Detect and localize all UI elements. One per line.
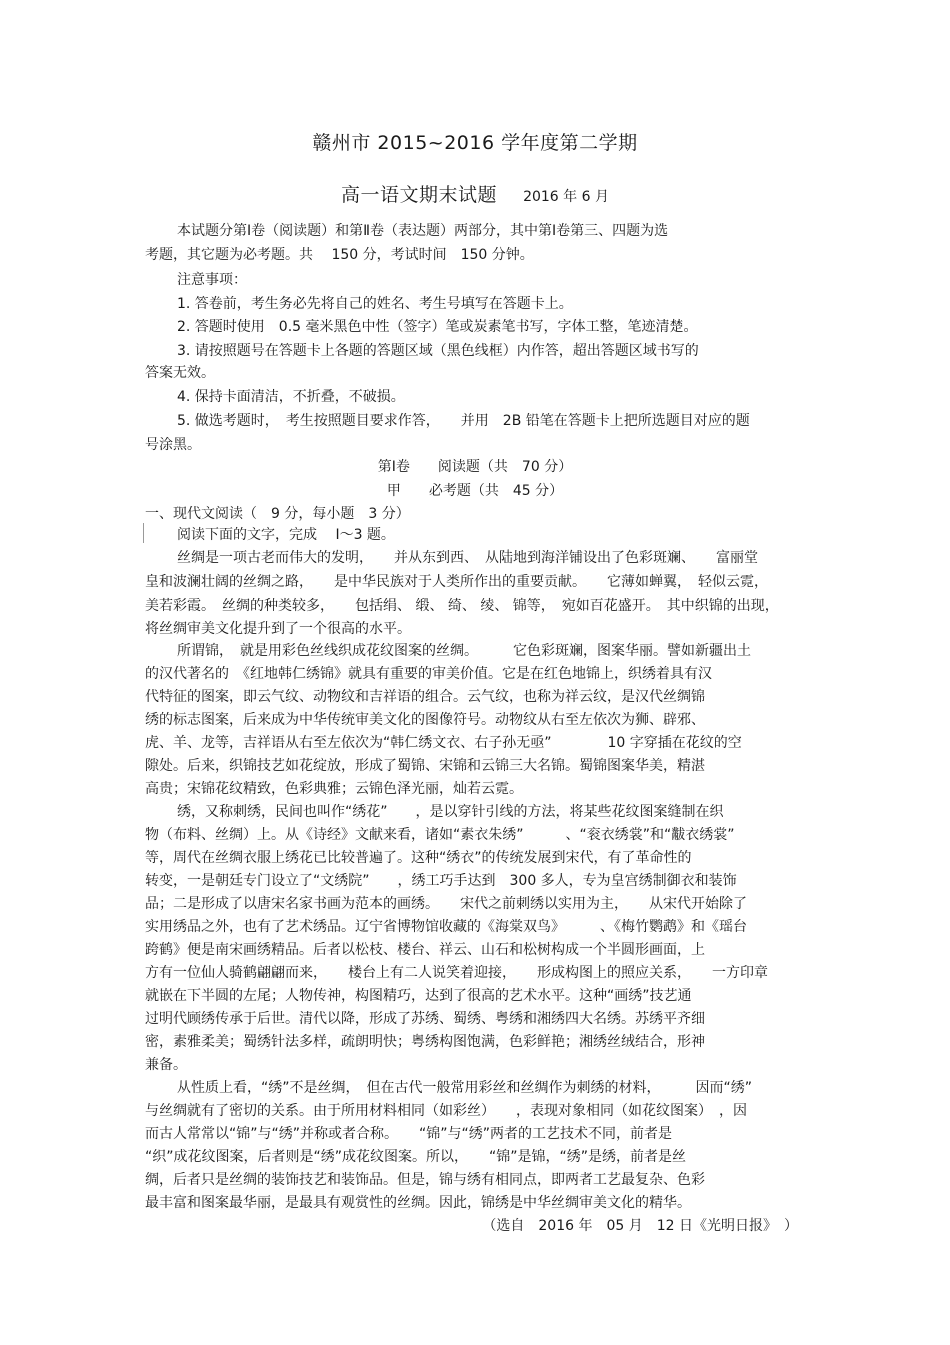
- text-line: 跨鹤》便是南宋画绣精品。后者以松枝、楼台、祥云、山石和松树构成一个半圆形画面，上: [145, 942, 705, 958]
- text-line: 隙处。后来，织锦技艺如花绽放，形成了蜀锦、宋锦和云锦三大名锦。蜀锦图案华美，精湛: [145, 758, 705, 774]
- text-line: 5. 做选考题时， 考生按照题目要求作答， 并用 2B 铅笔在答题卡上把所选题目对应的题: [177, 413, 750, 429]
- text-line: 2. 答题时使用 0.5 毫米黑色中性（签字）笔或炭素笔书写，字体工整，笔迹清楚。: [177, 319, 698, 335]
- source-citation: （选自 2016 年 05 月 12 日《光明日报》 ）: [482, 1218, 798, 1234]
- text-line: 阅读下面的文字，完成 Ⅰ～3 题。: [177, 527, 395, 543]
- text-line: 方有一位仙人骑鹤翩翩而来， 楼台上有二人说笑着迎接， 形成构图上的照应关系， 一方印章: [145, 965, 768, 981]
- text-line: 将丝绸审美文化提升到了一个很高的水平。: [145, 621, 411, 637]
- text-line: 本试题分第Ⅰ卷（阅读题）和第Ⅱ卷（表达题）两部分，其中第Ⅰ卷第三、四题为选: [177, 223, 669, 239]
- text-line: 4. 保持卡面清洁，不折叠，不破损。: [177, 389, 405, 405]
- text-line: 绣，又称刺绣，民间也叫作“绣花” ，是以穿针引线的方法，将某些花纹图案缝制在织: [177, 804, 724, 820]
- question-heading: 一、现代文阅读（ 9 分，每小题 3 分）: [145, 506, 410, 522]
- margin-bar: [143, 523, 144, 543]
- exam-subtitle-row: [0, 180, 950, 207]
- exam-title: 赣州市 2015~2016 学年度第二学期: [312, 132, 638, 154]
- text-line: “织”成花纹图案，后者则是“绣”成花纹图案。所以， “锦”是锦，“绣”是绣，前者是丝: [145, 1149, 687, 1165]
- text-line: 而古人常常以“锦”与“绣”并称或者合称。 “锦”与“绣”两者的工艺技术不同，前者是: [145, 1126, 673, 1142]
- text-line: 最丰富和图案最华丽，是最具有观赏性的丝绸。因此，锦绣是中华丝绸审美文化的精华。: [145, 1195, 691, 1211]
- text-line: 皇和波澜壮阔的丝绸之路， 是中华民族对于人类所作出的重要贡献。 它薄如蝉翼， 轻似云霓，: [145, 574, 768, 590]
- text-line: 考题，其它题为必考题。共 150 分，考试时间 150 分钟。: [145, 247, 534, 263]
- text-line: 从性质上看，“绣”不是丝绸， 但在古代一般常用彩丝和丝绸作为刺绣的材料， 因而“绣”: [177, 1080, 753, 1096]
- text-line: 3. 请按照题号在答题卡上各题的答题区域（黑色线框）内作答，超出答题区域书写的: [177, 343, 699, 359]
- text-line: 答案无效。: [145, 365, 215, 381]
- text-line: 高贵；宋锦花纹精致，色彩典雅；云锦色泽光丽，灿若云霓。: [145, 781, 523, 797]
- text-line: 丝绸是一项古老而伟大的发明， 并从东到西、 从陆地到海洋铺设出了色彩斑斓、 富丽堂: [177, 550, 758, 566]
- text-line: 转变，一是朝廷专门设立了“文绣院” ，绣工巧手达到 300 多人，专为皇宫绣制御衣和装饰: [145, 873, 737, 889]
- text-line: 绸，后者只是丝绸的装饰技艺和装饰品。但是，锦与绣有相同点，即两者工艺最复杂、色彩: [145, 1172, 705, 1188]
- text-line: 就嵌在下半圆的左尾；人物传神，构图精巧，达到了很高的艺术水平。这种“画绣”技艺通: [145, 988, 692, 1004]
- text-line: 实用绣品之外，也有了艺术绣品。辽宁省博物馆收藏的《海棠双鸟》 、《梅竹鹦鹉》和《瑶台: [145, 919, 747, 935]
- exam-subtitle: 高一语文期末试题: [341, 184, 498, 206]
- text-line: 代特征的图案，即云气纹、动物纹和吉祥语的组合。云气纹，也称为祥云纹，是汉代丝绸锦: [145, 689, 705, 705]
- text-line: 美若彩霞。 丝绸的种类较多， 包括绢、 缎、 绮、 绫、 锦等， 宛如百花盛开。 其中织锦的出现，: [145, 598, 779, 614]
- text-line: 虎、羊、龙等，吉祥语从右至左依次为“韩仁绣文衣、右子孙无亟” 10 字穿插在花纹的空: [145, 735, 742, 751]
- section-subheading: 甲 必考题（共 45 分）: [386, 483, 564, 499]
- text-line: 注意事项：: [177, 272, 247, 288]
- text-line: 号涂黑。: [145, 437, 201, 453]
- exam-date: 2016 年 6 月: [523, 189, 609, 205]
- text-line: 绣的标志图案，后来成为中华传统审美文化的图像符号。动物纹从右至左依次为狮、辟邪、: [145, 712, 705, 728]
- section-heading: 第Ⅰ卷 阅读题（共 70 分）: [377, 459, 573, 475]
- text-line: 密，素雅柔美；蜀绣针法多样，疏朗明快；粤绣构图饱满，色彩鲜艳；湘绣丝绒结合，形神: [145, 1034, 705, 1050]
- text-line: 品；二是形成了以唐宋名家书画为范本的画绣。 宋代之前刺绣以实用为主， 从宋代开始除了: [145, 896, 747, 912]
- text-line: 过明代顾绣传承于后世。清代以降，形成了苏绣、蜀绣、粤绣和湘绣四大名绣。苏绣平齐细: [145, 1011, 705, 1027]
- text-line: 兼备。: [145, 1057, 187, 1073]
- text-line: 物（布料、丝绸）上。从《诗经》文献来看，诸如“素衣朱绣” 、“衮衣绣裳”和“黻衣绣裳”: [145, 827, 735, 843]
- text-line: 与丝绸就有了密切的关系。由于所用材料相同（如彩丝） ，表现对象相同（如花纹图案） ，因: [145, 1103, 747, 1119]
- text-line: 等，周代在丝绸衣服上绣花已比较普遍了。这种“绣衣”的传统发展到宋代，有了革命性的: [145, 850, 692, 866]
- text-line: 的汉代著名的 《红地韩仁绣锦》就具有重要的审美价值。它是在红色地锦上，织绣着具有汉: [145, 666, 712, 682]
- text-line: 所谓锦， 就是用彩色丝线织成花纹图案的丝绸。 它色彩斑斓，图案华丽。譬如新疆出土: [177, 643, 751, 659]
- text-line: 1. 答卷前，考生务必先将自己的姓名、考生号填写在答题卡上。: [177, 296, 573, 312]
